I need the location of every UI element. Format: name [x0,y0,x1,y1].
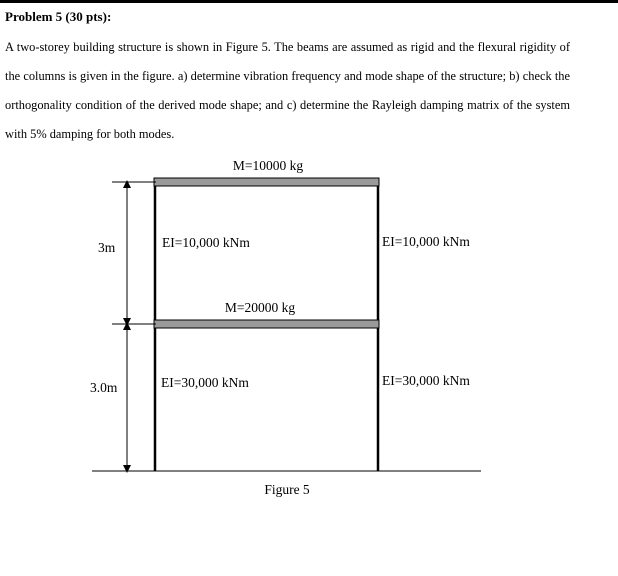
upper-left-column-stiffness-label: EI=10,000 kNm [162,235,250,250]
lower-storey-height-label: 3.0m [90,380,118,395]
floor-beam [154,320,379,328]
upper-storey-height-label: 3m [98,240,116,255]
upper-right-column-stiffness-label: EI=10,000 kNm [382,234,470,249]
lower-right-column-stiffness-label: EI=30,000 kNm [382,373,470,388]
top-mass-label: M=10000 kg [232,158,304,173]
problem-statement: A two-storey building structure is shown in Figure 5. The beams are assumed as rigid and the flexural rigidity of the columns is given in the figure. a) determine vibration frequency and mode shape of the structure; b) check the orthogonality condition of the derived mode shape; and c) determine the Rayleigh damping matrix of the system with 5% damping for both modes. [5,40,570,141]
problem-heading: Problem 5 (30 pts): [5,9,112,24]
figure-caption: Figure 5 [264,482,310,497]
roof-beam [154,178,379,186]
middle-mass-label: M=20000 kg [224,300,296,315]
lower-left-column-stiffness-label: EI=30,000 kNm [161,375,249,390]
